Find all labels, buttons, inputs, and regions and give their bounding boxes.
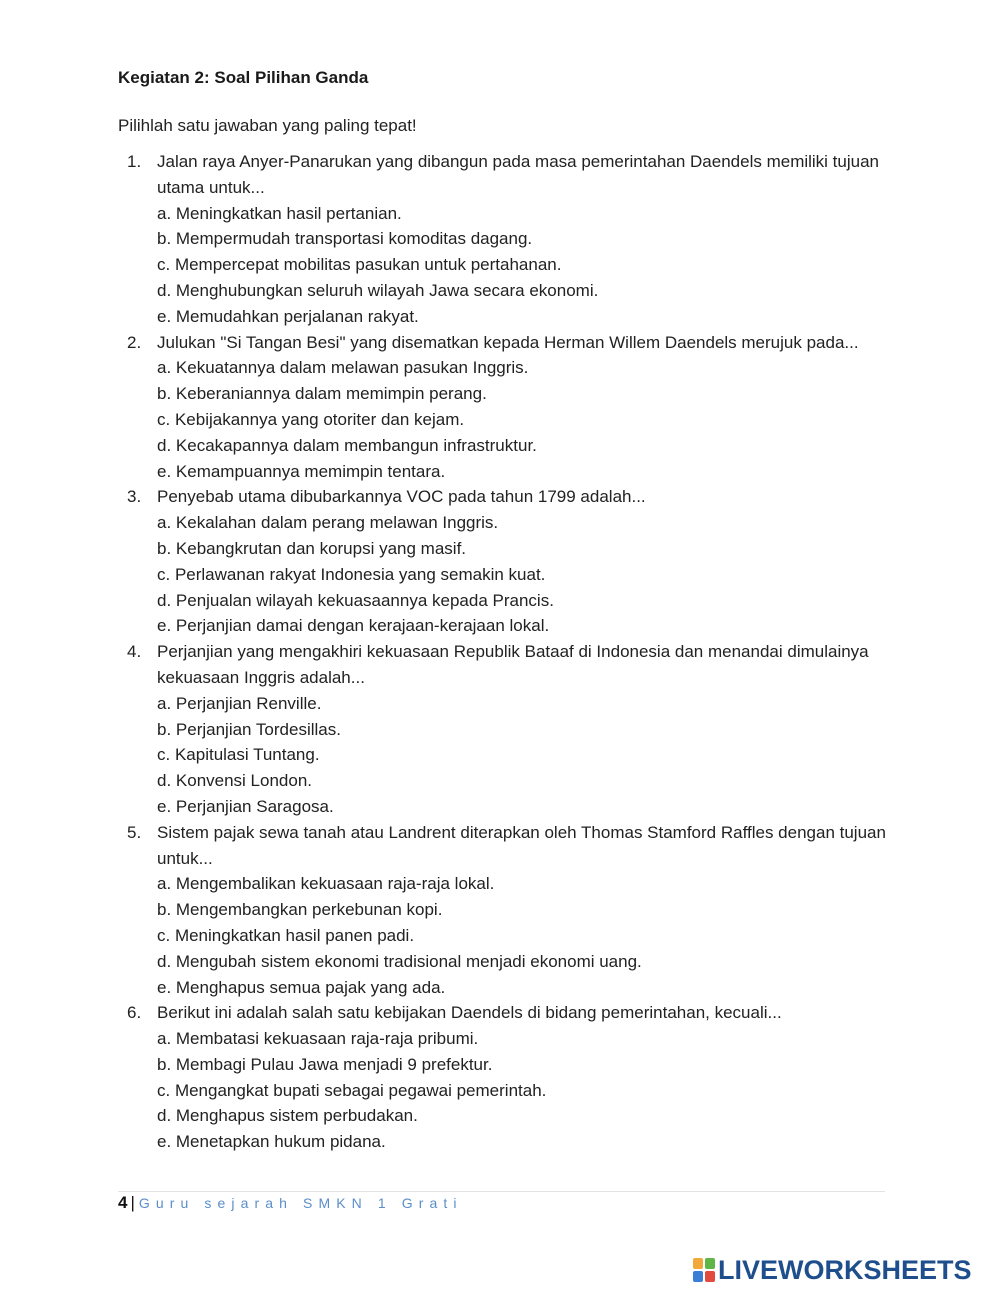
logo-icon-tile: [693, 1271, 703, 1282]
answer-option: d. Menghapus sistem perbudakan.: [157, 1106, 418, 1126]
question-text: Julukan "Si Tangan Besi" yang disematkan kepada Herman Willem Daendels merujuk pada...: [157, 332, 859, 352]
answer-option: e. Menetapkan hukum pidana.: [157, 1132, 386, 1152]
question-text: Jalan raya Anyer-Panarukan yang dibangun pada masa pemerintahan Daendels memiliki tujuan utama untuk...: [157, 152, 880, 197]
logo-icon-tile: [705, 1271, 715, 1282]
answer-option: c. Mengangkat bupati sebagai pegawai pemerintah.: [157, 1080, 547, 1100]
question-item: [118, 639, 888, 820]
answer-option: e. Perjanjian Saragosa.: [157, 796, 334, 816]
logo-icon-tile: [705, 1258, 715, 1269]
answer-option: c. Kapitulasi Tuntang.: [157, 745, 320, 765]
answer-option: a. Mengembalikan kekuasaan raja-raja lokal.: [157, 874, 495, 894]
footer-text: Guru sejarah SMKN 1 Grati: [138, 1195, 463, 1211]
answer-option: c. Kebijakannya yang otoriter dan kejam.: [157, 409, 465, 429]
footer-separator: |: [130, 1193, 135, 1212]
page-number: 4: [118, 1193, 128, 1212]
answer-option: e. Perjanjian damai dengan kerajaan-kerajaan lokal.: [157, 616, 550, 636]
question-item: [118, 330, 888, 485]
question-number: 6.: [127, 1003, 142, 1023]
page-footer: [118, 1193, 463, 1213]
answer-option: b. Keberaniannya dalam memimpin perang.: [157, 384, 487, 404]
question-text: Sistem pajak sewa tanah atau Landrent diterapkan oleh Thomas Stamford Raffles dengan tujuan untuk...: [157, 822, 886, 868]
answer-option: a. Meningkatkan hasil pertanian.: [157, 203, 402, 223]
question-text: Berikut ini adalah salah satu kebijakan Daendels di bidang pemerintahan, kecuali...: [157, 1003, 782, 1023]
answer-option: a. Kekalahan dalam perang melawan Inggris.: [157, 513, 499, 533]
question-item: [118, 484, 888, 639]
answer-option: a. Kekuatannya dalam melawan pasukan Inggris.: [157, 358, 529, 378]
logo-text: LIVEWORKSHEETS: [718, 1254, 972, 1285]
logo-icon-tile: [693, 1258, 703, 1269]
answer-option: b. Mempermudah transportasi komoditas dagang.: [157, 229, 533, 249]
question-list: [118, 149, 888, 1155]
logo-icon: [693, 1258, 715, 1282]
question-item: [118, 820, 888, 1001]
answer-option: b. Mengembangkan perkebunan kopi.: [157, 900, 443, 920]
answer-option: c. Perlawanan rakyat Indonesia yang semakin kuat.: [157, 564, 546, 584]
answer-option: e. Memudahkan perjalanan rakyat.: [157, 306, 419, 326]
liveworksheets-logo[interactable]: [693, 1253, 972, 1287]
question-item: [118, 1000, 888, 1155]
question-number: 3.: [127, 487, 142, 507]
answer-option: d. Penjualan wilayah kekuasaannya kepada Prancis.: [157, 590, 554, 610]
question-number: 4.: [127, 642, 142, 662]
answer-option: d. Konvensi London.: [157, 771, 313, 791]
question-number: 1.: [127, 152, 142, 171]
answer-option: b. Membagi Pulau Jawa menjadi 9 prefektur.: [157, 1054, 493, 1074]
question-number: 2.: [127, 332, 142, 352]
answer-option: a. Membatasi kekuasaan raja-raja pribumi.: [157, 1029, 479, 1049]
question-text: Penyebab utama dibubarkannya VOC pada tahun 1799 adalah...: [157, 487, 646, 507]
answer-option: a. Perjanjian Renville.: [157, 693, 322, 713]
answer-option: d. Kecakapannya dalam membangun infrastruktur.: [157, 435, 537, 455]
activity-title: Kegiatan 2: Soal Pilihan Ganda: [118, 68, 369, 87]
answer-option: c. Meningkatkan hasil panen padi.: [157, 925, 415, 945]
question-number: 5.: [127, 822, 142, 842]
answer-option: e. Menghapus semua pajak yang ada.: [157, 977, 446, 997]
question-text: Perjanjian yang mengakhiri kekuasaan Republik Bataaf di Indonesia dan menandai dimulainya kekuasaan Inggris adalah...: [157, 642, 869, 687]
instruction-text: Pilihlah satu jawaban yang paling tepat!: [118, 116, 417, 135]
answer-option: b. Kebangkrutan dan korupsi yang masif.: [157, 538, 467, 558]
answer-option: d. Mengubah sistem ekonomi tradisional menjadi ekonomi uang.: [157, 951, 642, 971]
footer-divider: [118, 1191, 885, 1192]
answer-option: d. Menghubungkan seluruh wilayah Jawa secara ekonomi.: [157, 280, 599, 300]
question-item: [118, 149, 888, 330]
answer-option: c. Mempercepat mobilitas pasukan untuk pertahanan.: [157, 255, 562, 275]
answer-option: b. Perjanjian Tordesillas.: [157, 719, 341, 739]
answer-option: e. Kemampuannya memimpin tentara.: [157, 461, 446, 481]
